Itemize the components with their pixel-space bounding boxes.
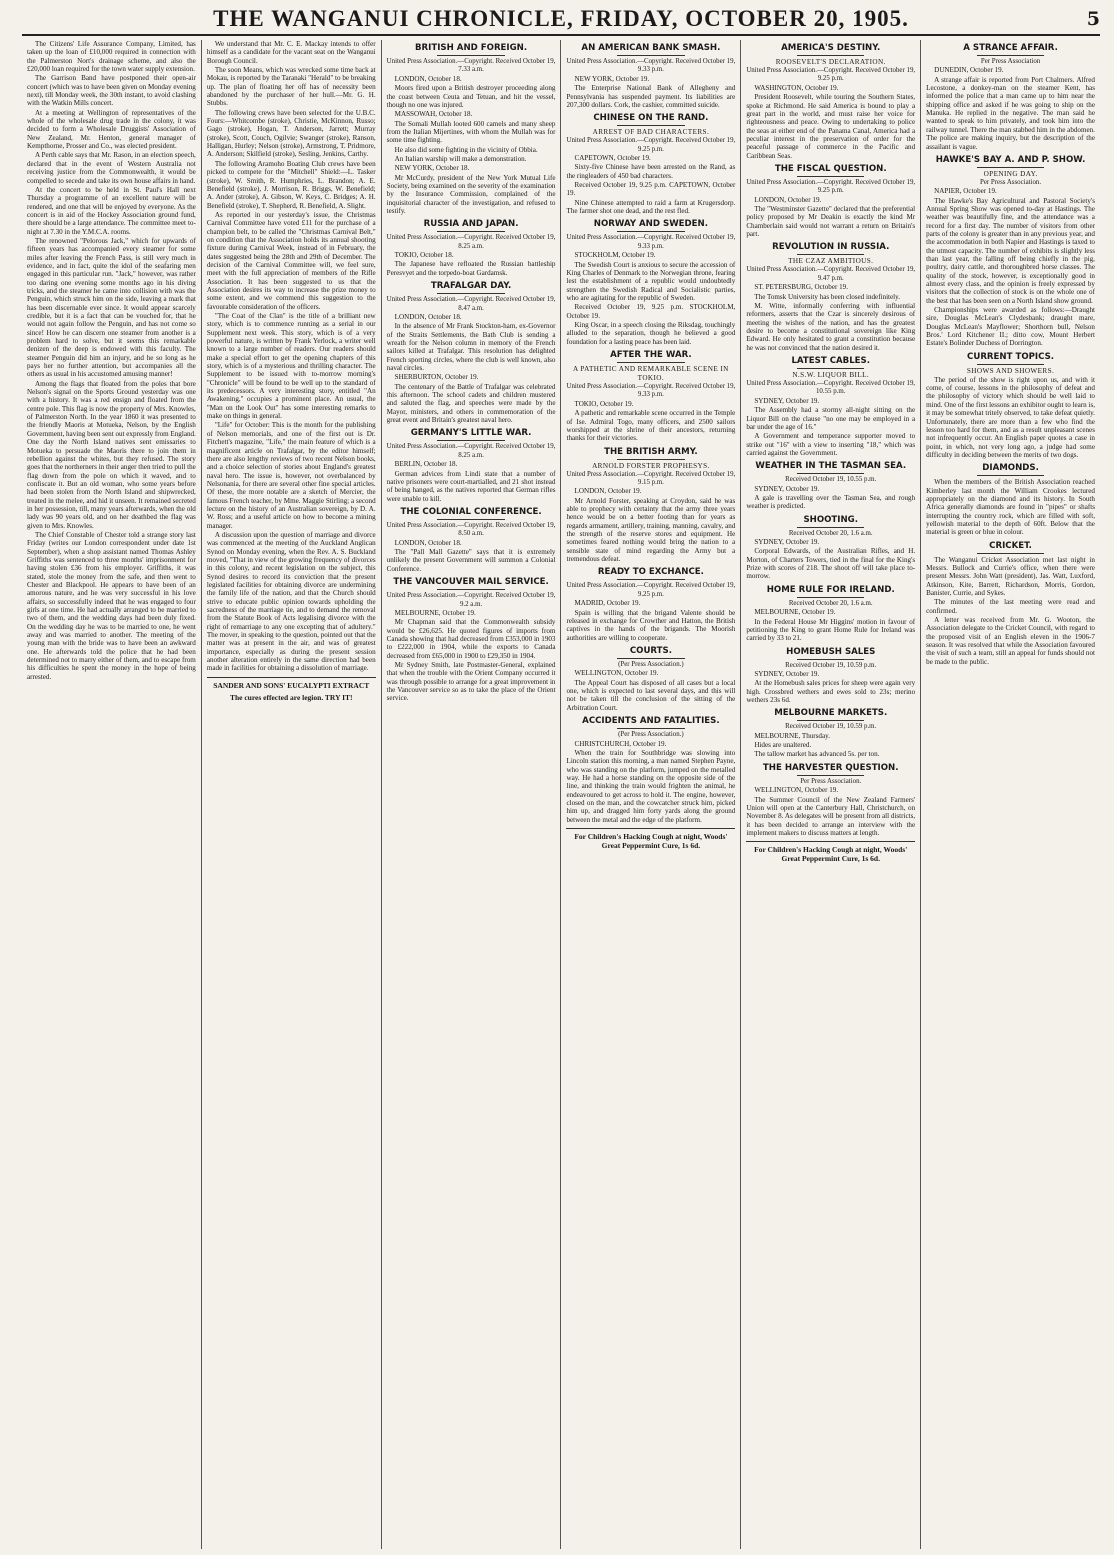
advert-rule <box>746 841 915 842</box>
headline-rule <box>797 659 865 660</box>
article-headline: SHOOTING. <box>803 514 859 525</box>
headline-rule <box>977 55 1045 56</box>
article-credit: (Per Press Association.) <box>618 731 684 739</box>
article-paragraph: SHERBURTON, October 19. <box>394 373 479 382</box>
article-paragraph: The "Westminster Gazette" declared that the preferential policy proposed by Mr Deakin is exactly the kind Mr Chamberlain said would not warrant a return on Britain's part. <box>746 205 916 239</box>
article-headline: AFTER THE WAR. <box>610 350 692 360</box>
article-paragraph: Mr Sydney Smith, late Postmaster-General, explained that when the trouble with the Orient Company occurred it was through possible to arrange for a great improvement in the Vancouver service so as to take the place of the Orient service. <box>386 661 556 703</box>
article-headline: THE COLONIAL CONFERENCE. <box>400 506 542 517</box>
article <box>566 716 735 824</box>
article-paragraph: A letter was received from Mr. G. Wooton, the Association delegate to the Cricket Council, with regard to the proposed visit of an English eleven in the 1906-7 season. It was resolved that while the Association favoured the visit of such a team, still an appeal for funds should not be made to the public. <box>926 616 1095 666</box>
headline-rule <box>617 231 685 232</box>
article-paragraph: The tallow market has advanced 5s. per ton. <box>754 750 880 759</box>
article-paragraph: LONDON, October 19. <box>574 487 642 496</box>
article <box>387 219 556 277</box>
article-paragraph: Moors fired upon a British destroyer proceeding along the coast between Ceuta and Tetuan, and hit the vessel, though no one was injured. <box>386 84 556 109</box>
article-credit: United Press Association.—Copyright. Received October 19, 9.25 p.m. <box>566 582 736 598</box>
article <box>746 461 915 510</box>
article <box>746 515 915 581</box>
article-paragraph: The Japanese have refloated the Russian battleship Peresvyet and the torpedo-boat Gardamsk. <box>386 260 556 277</box>
headline-rule <box>797 527 865 528</box>
article-headline: AN AMERICAN BANK SMASH. <box>581 43 721 53</box>
article-credit: Received October 19, 10.55 p.m. <box>785 476 877 484</box>
article-credit: Per Press Association. <box>800 777 862 785</box>
headline-rule <box>437 519 505 520</box>
advertisement: For Children's Hacking Cough at night, Woods' Great Peppermint Cure, 1s 6d. <box>574 831 728 850</box>
headline-rule <box>437 440 505 441</box>
article-credit: United Press Association.—Copyright. Received October 19, 9.33 p.m. <box>566 383 736 399</box>
article <box>566 646 735 712</box>
article-credit: United Press Association.—Copyright. Received October 19, 9.25 p.m. <box>746 178 916 195</box>
article-paragraph: M. Witte, informally conferring with influential reformers, asserts that the Czar is sincerely desirous of meeting the wishes of the nation, and has the greatest desire to become a constitutional sovereign like King Edward. He only hesitated to grant a constitution because he was not convinced that the nation desired it. <box>746 301 916 352</box>
article-subheadline: A PATHETIC AND REMARKABLE SCENE IN TOKIO. <box>573 365 729 382</box>
article <box>566 43 735 109</box>
article-paragraph: Received October 19, 9.25 p.m. CAPETOWN, October 19. <box>566 181 736 198</box>
headline-rule <box>617 362 685 363</box>
headline-rule <box>797 55 865 56</box>
article-credit: United Press Association.—Copyright. Received October 19, 9.47 p.m. <box>746 266 916 282</box>
column-6 <box>921 40 1100 1549</box>
article-paragraph: An Italian warship will make a demonstration. <box>394 154 527 163</box>
article-credit: United Press Association.—Copyright. Received October 19, 9.2 a.m. <box>386 592 556 608</box>
article <box>27 40 196 681</box>
article-paragraph: A strange affair is reported from Port Chalmers. Alfred Lecostone, a donkey-man on the steamer Kent, has informed the police that a man came up to him near the shipping office and asked if he was going to ship on the Manuka. He replied in the negative. The man said he wanted to speak to him privately, and took him into the railway tunnel. There the man stabbed him in the abdomen. The police are making inquiry, but the description of the assailant is vague. <box>926 75 1095 151</box>
article-paragraph: The following crews have been selected for the U.B.C. Fours:—Whitcombe (stroke), Christie, McKinnon, Russo; Gago (stroke), Hogan, T. Anderson, Jarrett; Murray (stroke), Scott, Couch, Ogilvie; Swanger (stroke), Ranson, Halligan, Hurley; Nelson (stroke), Armstrong, T. Pridmore, A. Anderson; Skilfield (stroke), Sesling, Jenkins, Carthy. <box>206 108 376 159</box>
article-paragraph: The following Aramoho Boating Club crews have been picked to compete for the "Mitchell" Shield:—L. Tasker (stroke), W. Smith, R. Humphries, L. Brandon; A. E. Benefield (stroke), J. Morrison, R. Briggs, W. Benefield; A. Ander (stroke), A. Gibson, W. Keys, C. Bridges; A. H. Benefield (stroke), T. Shepherd, R. Benefield, A. Slight. <box>206 159 376 210</box>
article <box>746 164 915 239</box>
article-paragraph: The centenary of the Battle of Trafalgar was celebrated this afternoon. The school cadets and children mustered and saluted the flag, and speeches were made by the Mayor, ministers, and others in commemoration of the great event and Britain's greatest naval hero. <box>386 382 556 425</box>
headline-rule <box>797 720 865 721</box>
article <box>746 356 915 457</box>
article-paragraph: Championships were awarded as follows:—Draught sire, Douglas McLean's Clydesbank; draught mare, Douglas McLean's Mayflower; Shorthorn bull, Nelson Bros.' Lord Kitchener II.; ditto cow, Mount Herbert Estate's Bolinder Duchess of Dorrington. <box>926 306 1095 348</box>
article-headline: GERMANY'S LITTLE WAR. <box>410 428 532 439</box>
article-paragraph: The renowned "Pelorous Jack," which for upwards of fifteen years has accompanied every steamer for some miles after leaving the French Pass, is still very much in evidence, and in fact, quite the idol of the seafaring men engaged in this particular run. "Jack," however, was rather too daring one evening some months ago in his diving tricks, and the steamer he came into collision with was the Penguin, which struck him on the side, leaving a mark that has been discernable ever since. It would appear scarcely credible, but it is a fact that can be vouched for, that he would not again follow the Penguin, and has not come so since! How he can discern one steamer from another is a problem hard to solve, but it seems this remarkable denizen of the deep is endowed with this faculty. The steamer Penguin did him an injury, and he so long as he pays her no further attention, but accompanies all the others as usual in his accustomed amusing manner! <box>27 236 196 379</box>
article-paragraph: Mr Arnold Forster, speaking at Croydon, said he was able to prophecy with certainty that the army three years hence would be on a better footing than for years as regards armament, artillery, training, manning, cavalry, and the strength of the reserve stores and equipment. He sometimes feared nothing would bring the nation to a sensible state of mind regarding the Army but a tremendous defeat. <box>566 496 736 564</box>
advert-rule <box>566 828 735 829</box>
article-headline: THE FISCAL QUESTION. <box>774 163 887 174</box>
article-paragraph: TOKIO, October 19. <box>574 399 634 408</box>
article-headline: REVOLUTION IN RUSSIA. <box>772 242 890 253</box>
article-subheadline: ARREST OF BAD CHARACTERS. <box>592 128 710 137</box>
article-paragraph: The Citizens' Life Assurance Company, Limited, has taken up the loan of £10,000 required in connection with the Palmerston Nort's drainage scheme, and also the £20,000 loan required for the town water supply extension. <box>27 40 196 74</box>
article <box>566 350 735 443</box>
article-paragraph: Hides are unaltered. <box>754 741 812 750</box>
article-paragraph: The Appeal Court has disposed of all cases but a local one, which is expected to last several days, and this will not be taken till the conclusion of the sitting of the Arbitration Court. <box>566 678 736 712</box>
article-paragraph: King Oscar, in a speech closing the Riksdag, touchingly alluded to the separation, though he believed a good foundation for a lasting peace has been laid. <box>566 320 736 346</box>
article-paragraph: We understand that Mr. C. E. Mackay intends to offer himself as a candidate for the vacant seat on the Wanganui Borough Council. <box>206 40 376 65</box>
article-headline: THE VANCOUVER MAIL SERVICE. <box>393 577 549 588</box>
article <box>926 541 1095 666</box>
article-paragraph: At the concert to be held in St. Paul's Hall next Thursday a programme of an excellent nature will be rendered, and one that will be enjoyed by everyone. As the concert is in aid of the Hockey Association ground fund, there should be a large attendance. The committee meet to-night at 7.30 in the Y.M.C.A. rooms. <box>27 185 196 236</box>
article-paragraph: CAPETOWN, October 19. <box>574 154 651 162</box>
article <box>566 567 735 642</box>
article-subheadline: N.S.W. LIQUOR BILL. <box>792 371 870 379</box>
article <box>387 507 556 573</box>
article-paragraph: As reported in our yesterday's issue, the Christmas Carnival Committee have voted £11 for the purchase of a champion belt, to be called the "Christmas Carnival Belt," on condition that the Association holds its annual shooting fixture during Carnival Week, instead of in February, the dates suggested being the 28th and 29th of December. The decision of the Carnival Committee will, we feel sure, meet with the full appreciation of members of the Rifle Association. It has been suggested to us that the Association desires its way to increase the prize money to some extent, and we commend this suggestion to the favourable consideration of the officers. <box>206 210 376 311</box>
article-paragraph: WELLINGTON, October 19. <box>754 786 839 795</box>
headline-rule <box>797 254 865 255</box>
article-paragraph: LONDON, October 18. <box>394 538 462 547</box>
article-paragraph: The Tomsk University has been closed indefinitely. <box>754 292 900 301</box>
article-headline: THE HARVESTER QUESTION. <box>762 762 899 773</box>
article-paragraph: The Assembly had a stormy all-night sitting on the Liquor Bill on the clause "no one may be employed in a bar under the age of 16." <box>746 406 916 431</box>
page-number: 5 <box>1086 8 1100 30</box>
headline-rule <box>797 473 865 474</box>
article-headline: NORWAY AND SWEDEN. <box>593 219 709 230</box>
article-credit: United Press Association.—Copyright. Received October 19, 9.15 p.m. <box>566 470 736 486</box>
article-headline: A STRANCE AFFAIR. <box>963 43 1058 53</box>
article <box>387 43 556 215</box>
article-credit: Received October 19, 10.59 p.m. <box>785 661 877 669</box>
article-paragraph: "The Coat of the Clan" is the title of a brilliant new story, which is to commence running as a serial in our Supplement next week. This story, which is of a very powerful nature, is written by Frank Yerlock, a writer well known to a large number of readers. Our readers should make a special effort to get the opening chapters of this story, which is of a mysterious and thrilling character. The Supplement to be issued with to-morrow morning's "Chronicle" will be found to be well up to the standard of its predecessors. A very interesting story, entitled "An Awakening," occupies a prominent place. An usual, the "Man on the Look Out" has some interesting remarks to make on things in general. <box>206 312 376 421</box>
article-paragraph: LONDON, October 19. <box>754 195 822 204</box>
article <box>746 708 915 758</box>
article-paragraph: A discussion upon the question of marriage and divorce was commenced at the meeting of the Auckland Anglican Synod on Monday evening, when the Rev. A. S. Buckland moved, "That in view of the growing frequency of divorces in this colony, and recent legislation on the subject, this Synod desires to record its conviction that the present legislated facilities for obtaining divorce are undermining the family life of the nation, and that the Church should strive to educate public opinion towards upholding the sacredness of the marriage tie, and to demand the removal from the Statute Book of Acts legalising divorce with the right of remarriage to any one excepting that of adultery." The mover, in speaking to the question, pointed out that the matter was at present in the air, and was of greatest importance, especially as during the present session another alteration entirely in the same direction had been made in facilities for obtaining a dissolution of marriage. <box>206 530 376 673</box>
article-credit: United Press Association.—Copyright. Received October 19, 8.50 a.m. <box>386 521 556 538</box>
article-subheadline: THE CZAZ AMBITIOUS. <box>788 257 874 266</box>
article-paragraph: SYDNEY, October 19. <box>754 484 820 493</box>
article <box>566 113 735 215</box>
article-paragraph: WELLINGTON, October 19. <box>574 669 659 678</box>
article-paragraph: MELBOURNE, Thursday. <box>754 731 830 740</box>
article <box>746 242 915 352</box>
article-credit: Received October 20, 1.6 a.m. <box>788 599 873 607</box>
advertisement: For Children's Hacking Cough at night, Woods' Great Peppermint Cure, 1s 6d. <box>754 845 908 864</box>
article <box>207 40 376 673</box>
column-4 <box>561 40 741 1549</box>
headline-rule <box>617 125 685 126</box>
article-paragraph: MADRID, October 19. <box>574 599 641 608</box>
article-paragraph: NAPIER, October 19. <box>934 187 997 196</box>
article-headline: HOMEBUSH SALES <box>786 646 876 657</box>
headline-rule <box>617 658 685 659</box>
headline-rule <box>977 475 1045 476</box>
article-paragraph: German advices from Lindi state that a number of native prisoners were court-martialled, and 21 shot instead of being hanged, as the natives reported that German rifles were unable to kill. <box>386 469 556 503</box>
column-3 <box>382 40 562 1549</box>
article-paragraph: The Swedish Court is anxious to secure the accession of King Charles of Denmark to the Norwegian throne, fearing lest the establishment of a republic would undoubtedly strengthen the Swedish Radical and Socialistic parties, who are agitating for the republic of Sweden. <box>566 260 736 302</box>
article-paragraph: TOKIO, October 18. <box>394 251 454 260</box>
article <box>746 763 915 837</box>
article-credit: Per Press Association. <box>980 178 1042 186</box>
article-headline: LATEST CABLES. <box>791 356 870 366</box>
article-paragraph: The soon Means, which was wrecked some time back at Mokau, is reported by the Taranaki "Herald" to be breaking up. The plan of floating her off has of necessity been abandoned by the purchaser of her hull.—Mr. G. H. Stubbs. <box>206 66 376 108</box>
article-paragraph: Received October 19, 9.25 p.m. STOCKHOLM, October 19. <box>566 303 736 320</box>
article-credit: (Per Press Association.) <box>618 660 684 668</box>
article-paragraph: LONDON, October 18. <box>394 312 462 321</box>
article-headline: CRICKET. <box>989 540 1032 551</box>
article-paragraph: MELBOURNE, October 19. <box>754 608 836 617</box>
article-headline: DIAMONDS. <box>982 463 1039 474</box>
article-credit: United Press Association.—Copyright. Received October 19, 10.55 p.m. <box>746 380 916 396</box>
headline-rule <box>617 55 685 56</box>
article-paragraph: STOCKHOLM, October 19. <box>574 251 656 260</box>
article-credit: United Press Association.—Copyright. Received October 19, 8.47 a.m. <box>386 296 556 312</box>
article-paragraph: A pathetic and remarkable scene occurred in the Temple of Ise. Admiral Togo, many officers, and 2500 sailors worshipped at the shrine of their ancestors, returning thanks for their victories. <box>566 409 736 443</box>
article-paragraph: Among the flags that floated from the poles that bore Nelson's signal on the Sports Ground yesterday was one with a history. It was a red ensign and floated from the centre pole. This flag is now the property of Mrs. Knowles, of Palmerston North. In the year 1860 it was presented to the friendly Maoris at Motueka, Nelson, by the English Government, having been sent out expressly from England. One day the North Island natives sent emissaries to Motueka to persuade the Maoris there to join them in rebellion against the whites, but they refused. The story goes that the northerners in their anger then tried to pull the flag down from the pole on which it waved, and to confiscate it. But an old woman, who some years before had been stolen from the North Island and shipwrecked, treated in the melee, and hid it unseen. It remained secreted in her possession, till, many years afterwards, when the old lady was 90 years old, and on her deathbed the flag was given to Mrs. Knowles. <box>27 379 196 530</box>
article-paragraph: When the members of the British Association reached Kimberley last month the William Crookes lectured appropriately on the diamond and its history. In South Africa generally diamonds are found in "pipes" or shafts interrupting the country rock, which are filled with soft, yellowish material to the depth of 60ft. Below that the material is green or blue in colour. <box>926 478 1095 537</box>
article-paragraph: LONDON, October 18. <box>394 74 462 83</box>
article <box>926 352 1095 459</box>
article-paragraph: DUNEDIN, October 19. <box>934 66 1004 75</box>
article-paragraph: CHRISTCHURCH, October 19. <box>574 739 667 748</box>
article-credit: Received October 20, 1.6 a.m. <box>788 529 873 537</box>
article <box>566 447 735 564</box>
article-paragraph: Nine Chinese attempted to raid a farm at Krugersdorp. The farmer shot one dead, and the rest fled. <box>566 198 736 216</box>
article-headline: HAWKE'S BAY A. AND P. SHOW. <box>935 154 1086 165</box>
headline-rule <box>617 579 685 580</box>
article <box>566 219 735 346</box>
article-paragraph: MELBOURNE, October 19. <box>394 608 476 617</box>
article-paragraph: Spain is willing that the brigand Valente should be released in exchange for Crowther and Hatton, the British captives in the hands of the brigands. The Moorish authorities are willing to cooperate. <box>566 608 736 642</box>
article-headline: THE BRITISH ARMY. <box>604 446 698 457</box>
article-paragraph: President Roosevelt, while touring the Southern States, spoke at Richmond. He said America is bound to play a great part in the world, and must raise her voice for righteousness and peace. Owing to undertaking to police the seas at either end of the Panama Canal, America had a peculiar interest in the preservation of order for the peaceful passage of commerce in the Pacific and Caribbean Seas. <box>746 93 916 160</box>
article-credit: United Press Association.—Copyright. Received October 19, 9.33 p.m. <box>566 58 736 74</box>
article-headline: COURTS. <box>629 645 672 656</box>
article-paragraph: A gale is travelling over the Tasman Sea, and rough weather is predicted. <box>746 493 916 511</box>
article-paragraph: NEW YORK, October 19. <box>574 74 650 83</box>
article-headline: WEATHER IN THE TASMAN SEA. <box>755 461 907 472</box>
column-2 <box>202 40 382 1549</box>
column-1 <box>22 40 202 1549</box>
headline-rule <box>797 368 865 369</box>
advert-rule <box>207 677 376 678</box>
article-paragraph: The Enterprise National Bank of Allegheny and Pennsylvania has suspended payment. Its liabilities are 207,300 dollars. Cork, the cashier, committed suicide. <box>566 84 736 109</box>
article-paragraph: He also did some fighting in the vicinity of Obbia. <box>394 145 538 154</box>
article-paragraph: The Garrison Band have postponed their open-air concert (which was to have been given on Monday evening next), till Monday week, the 30th instant, to avoid clashing with the Watkin Mills concert. <box>27 74 196 108</box>
article-headline: TRAFALGAR DAY. <box>430 281 512 292</box>
article-paragraph: BERLIN, October 18. <box>394 460 458 469</box>
article-credit: Received October 19, 10.59 p.m. <box>785 723 877 731</box>
article-credit: United Press Association.—Copyright. Received October 19, 9.33 p.m. <box>566 234 736 250</box>
article-paragraph: SYDNEY, October 19. <box>754 669 820 678</box>
article-credit: United Press Association.—Copyright. Received October 19, 8.25 a.m. <box>386 234 556 250</box>
article-paragraph: At a meeting at Wellington of representatives of the whole of the wholesale drug trade in the colony, it was decided to form a Wholesale Druggists' Association of New Zealand, Mr. Henton, general manager of Kempthorne, Prosser and Co., was elected president. <box>27 108 196 151</box>
article-headline: CURRENT TOPICS. <box>967 351 1055 362</box>
article-paragraph: At the Homebush sales prices for sheep were again very high. Crossbred wethers and ewes sold to 23s; merino wethers 23s 6d. <box>746 679 916 704</box>
headline-rule <box>617 459 685 460</box>
article-paragraph: In the Federal House Mr Higgins' motion in favour of petitioning the King to grant Home Rule for Ireland was carried by 33 to 21. <box>746 617 916 643</box>
article-credit: United Press Association.—Copyright. Received October 19, 9.25 p.m. <box>746 67 916 83</box>
headline-rule <box>977 553 1045 554</box>
article-paragraph: NEW YORK, October 18. <box>394 164 470 173</box>
article-subheadline: ROOSEVELT'S DECLARATION. <box>775 58 886 66</box>
article-paragraph: The Wanganui Cricket Association met last night in Messrs. Bullock and Currie's office, when there were present Messrs. John Watt (president), Jas. Watt, Luxford, Atkinson, Kite, Barrett, Richardson, Morris, Gordon, Banister, Currie, and Sykes. <box>926 555 1095 597</box>
masthead <box>22 4 1100 36</box>
article-credit: United Press Association.—Copyright. Received October 19, 8.25 a.m. <box>386 443 556 459</box>
article-paragraph: Mr McCurdy, president of the New York Mutual Life Society, being examined on the severity of the examination by the Insurance Commission, complained of the inquisitorial character of the investigation, and refused to testify. <box>386 173 556 215</box>
article-headline: READY TO EXCHANCE. <box>597 567 704 578</box>
article-subheadline: SHOWS AND SHOWERS. <box>966 366 1055 375</box>
article <box>387 281 556 424</box>
advertisement: The cures effected are legion. TRY IT! <box>229 692 353 702</box>
article-paragraph: MASSOWAH, October 18. <box>394 110 473 119</box>
article-paragraph: The Somali Mullah looted 600 camels and many sheep from the Italian Mijertines, with whom the Mullah was for some time fighting. <box>386 119 556 145</box>
article-paragraph: The minutes of the last meeting were read and confirmed. <box>926 598 1095 615</box>
article-credit: Per Press Association <box>980 58 1041 65</box>
article <box>746 647 915 705</box>
headline-rule <box>977 364 1045 365</box>
article-paragraph: A Perth cable says that Mr. Rason, in an election speech, declared that in the event of Western Australia not receiving justice from the Commonwealth, it would be compelled to secede and take its own house affairs in hand. <box>27 151 196 185</box>
headline-rule <box>437 55 505 56</box>
article-paragraph: The "Pall Mall Gazette" says that it is extremely unlikely the present Government will summon a Colonial Conference. <box>386 548 556 573</box>
article-subheadline: ARNOLD FORSTER PROPHESYS. <box>592 461 710 470</box>
headline-rule <box>797 775 865 776</box>
article <box>746 43 915 160</box>
newspaper-title: THE WANGANUI CHRONICLE, FRIDAY, OCTOBER 20, 1905. <box>213 6 909 31</box>
article-paragraph: The Chief Constable of Chester told a strange story last Friday (writes our London correspondent under date 1st September), when a shop assistant named Thomas Ashley Griffiths was sentenced to three months' imprisonment for having stolen £36 from his employer. Griffiths, it was stated, stole the money from the safe, and then went to Chester and Blackpool. He appears to have been of an amorous nature, and he was very successful in his love affairs, so successfully indeed that he was engaged to four girls at one time. He had actually arranged to be married to two of them, and the wedding days had been duly fixed. On the wedding day he was to be married to one, he went away and was married to another. The meeting of the young man with the bride was to have been an awkward one. He afterwards told the police that he had been determined not to marry either of them, and to escape from his difficulties he spent the money in the hope of being arrested. <box>27 530 196 681</box>
headline-rule <box>437 231 505 232</box>
article <box>387 577 556 703</box>
article-headline: ACCIDENTS AND FATALITIES. <box>582 716 720 727</box>
article-headline: HOME RULE FOR IRELAND. <box>766 584 895 595</box>
headline-rule <box>617 728 685 729</box>
article <box>746 585 915 643</box>
article-paragraph: WASHINGTON, October 19. <box>754 83 839 92</box>
article-paragraph: ST. PETERSBURG, October 19. <box>754 283 848 292</box>
article-subheadline: OPENING DAY. <box>983 169 1038 178</box>
article-paragraph: The Summer Council of the New Zealand Farmers' Union will open at the Canterbury Hall, Christchurch, on November 8. As delegates will be present from all districts, it has been decided to arrange an interview with the implement makers to discuss matters at length. <box>746 795 916 837</box>
article-paragraph: Mr Chapman said that the Commonwealth subsidy would be £26,625. He quoted figures of imports from Canada showing that had decreased from £353,000 in 1903 to £222,000 in 1904, while the exports to Canada decreased from £65,000 in 1900 to £29,350 in 1904. <box>386 618 556 660</box>
article <box>926 155 1095 348</box>
article-paragraph: In the absence of Mr Frank Stockton-ham, ex-Governor of the Straits Settlements, the Bath Club is sending a wreath for the Nelson column in memory of the French sailors killed at Trafalgar. This resolution has delighted French sporting circles, where the club is well known, also naval circles. <box>386 322 556 373</box>
article-paragraph: A Government and temperance supporter moved to strike out "16" with a view to inserting "18," which was carried against the Government. <box>746 432 916 457</box>
headline-rule <box>797 597 865 598</box>
article-headline: AMERICA'S DESTINY. <box>781 43 881 53</box>
article-credit: United Press Association.—Copyright. Received October 19, 9.25 p.m. <box>566 137 736 153</box>
article-paragraph: "Life" for October: This is the month for the publishing of Nelson memorials, and one of the first out is Dr. Fitchett's magazine, "Life," the main feature of which is a magnificent article on Trafalgar, by the editor himself; there are also lengthy reviews of two recent Nelson books, and a choice selection of stories about England's greatest naval hero. The issue is, however, not overbalanced by Nelsonania, for there are several other fine special articles. Of these, the more notable are a sketch of Mercier, the famous French teacher, by Mme. Maggie Stirling; a second lecture on the history of an Australian sovereign, by D. A. W. Ross; and a useful article on how to become a mining manager. <box>206 421 376 530</box>
article-paragraph: The Hawke's Bay Agricultural and Pastoral Society's Annual Spring Show was opened to-day at Hastings. The weather was beautifully fine, and the attendance was a record for a first day. The number of visitors from other parts of the colony is greater than in any previous year, and the accommodation in both Napier and Hastings is taxed to the utmost capacity. The number of exhibits is slightly less than last year, the falling off being chiefly in the pig, poultry, dairy cattle, and thoroughbred horse classes. The quality of the stock, however, is exceptionally good in almost every class, and the opinion is freely expressed by visitors that the collection of stock is on the whole one of the best that has been seen on a North Island show ground. <box>926 196 1095 305</box>
headline-rule <box>977 167 1045 168</box>
article <box>926 463 1095 536</box>
article-paragraph: Corporal Edwards, of the Australian Rifles, and H. Morton, of Charters Towers, tied in the final for the King's Prize with scores of 218. The shoot off will take place to-morrow. <box>746 547 916 581</box>
article-paragraph: SYDNEY, October 19. <box>754 396 820 405</box>
headline-rule <box>437 589 505 590</box>
headline-rule <box>437 293 505 294</box>
article-headline: MELBOURNE MARKETS. <box>774 708 888 719</box>
article-headline: RUSSIA AND JAPAN. <box>423 219 519 230</box>
column-5 <box>741 40 921 1549</box>
article-paragraph: SYDNEY, October 19. <box>754 538 820 547</box>
article-headline: BRITISH AND FOREIGN. <box>415 43 528 53</box>
headline-rule <box>797 176 865 177</box>
article-paragraph: The period of the show is right upon us, and with it come, of course, lessons in the philosophy of defeat and the philosophy of victory which should be well laid to mind. One of the first lessons an exhibitor ought to learn is, it may be somewhat tritely observed, to take defeat quietly. Unfortunately, there are more than a few who find the lesson too hard for them, and as a result unpleasant scenes not infrequently occur. An English paper quotes a case in point, in which, not very long ago, a judge had some difficulty in deciding between the merits of two dogs. <box>926 375 1095 459</box>
article-paragraph: Sixty-five Chinese have been arrested on the Rand, as the ringleaders of 450 bad characters. <box>566 163 736 180</box>
article <box>387 428 556 503</box>
article-credit: United Press Association.—Copyright. Received October 19, 7.33 a.m. <box>386 58 556 74</box>
advertisement: SANDER AND SONS' EUCALYPTI EXTRACT <box>213 680 370 690</box>
article-headline: CHINESE ON THE RAND. <box>593 113 709 124</box>
columns-container <box>22 40 1100 1549</box>
article-paragraph: When the train for Southbridge was slowing into Lincoln station this morning, a man named Stephen Payne, who was standing on the platform, jumped on the metalled way. He had a horse standing on the opposite side of the line, and thinking the train would frighten the animal, he endeavoured to get across to hold it. The engine, however, closed on the man, and the cowcatcher struck him, picked him up, and dragged him forty yards along the ground between the metal and the edge of the platform. <box>566 748 736 824</box>
article <box>926 43 1095 151</box>
